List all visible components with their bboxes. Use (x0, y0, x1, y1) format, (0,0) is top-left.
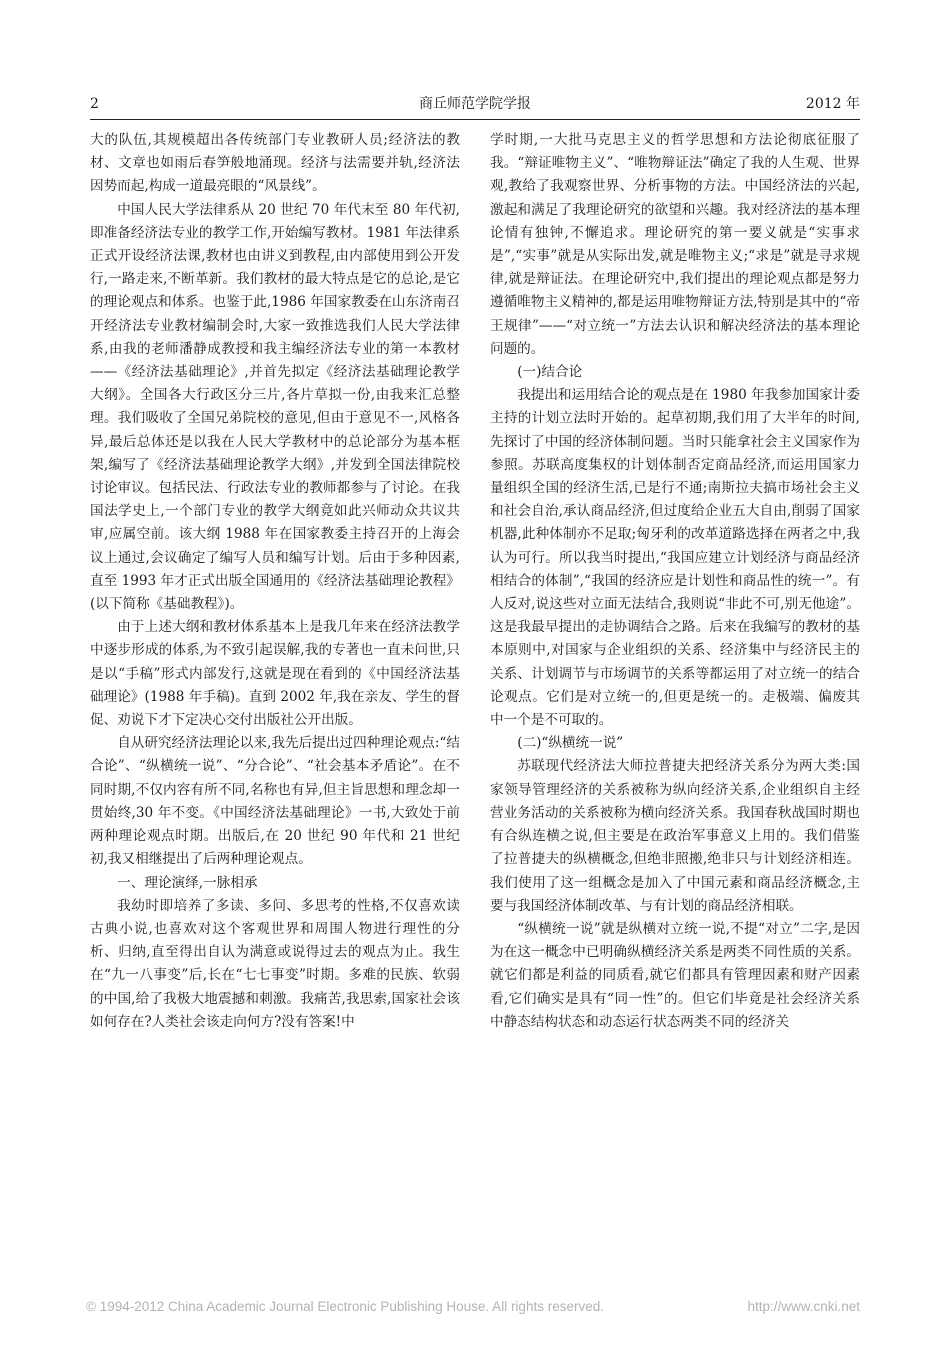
paragraph: 大的队伍,其规模超出各传统部门专业教研人员;经济法的教材、文章也如雨后春笋般地涌现。经济与法需要并轨,经济法因势而起,构成一道最亮眼的“风景线”。 (90, 132, 460, 195)
paragraph: 我幼时即培养了多读、多问、多思考的性格,不仅喜欢读古典小说,也喜欢对这个客观世界和周围人物进行理性的分析、归纳,直至得出自认为满意或说得过去的观点为止。我生在“九一八事变”后,长在“七七事变”时期。多难的民族、软弱的中国,给了我极大地震撼和刺激。我痛苦,我思索,国家社会该如何存在?人类社会该走向何方?没有答案!中 (90, 897, 460, 1030)
subsection-heading: (一)结合论 (517, 364, 583, 381)
running-header (90, 92, 860, 116)
journal-title: 商丘师范学院学报 (419, 96, 531, 112)
header-rule (90, 119, 860, 120)
footer (86, 1296, 860, 1318)
publication-year: 2012 年 (805, 96, 860, 112)
paragraph: 自从研究经济法理论以来,我先后提出过四种理论观点:“结合论”、“纵横统一说”、“分合论”、“社会基本矛盾论”。在不同时期,不仅内容有所不同,名称也有异,但主旨思想和理念却一贯始终,30 年不变。《中国经济法基础理论》一书,大致处于前两种理论观点时期。出版后,在 20 世纪 90 年代和 21 世纪初,我又相继提出了后两种理论观点。 (90, 735, 460, 868)
paragraph: 我提出和运用结合论的观点是在 1980 年我参加国家计委主持的计划立法时开始的。起草初期,我们用了大半年的时间,先探讨了中国的经济体制问题。当时只能拿社会主义国家作为参照。苏联高度集权的计划体制否定商品经济,而运用国家力量组织全国的经济生活,已是行不通;南斯拉夫搞市场社会主义和社会自治,承认商品经济,但过度给企业五大自由,削弱了国家机器,此种体制亦不足取;匈牙利的改革道路选择在两者之中,我认为可行。所以我当时提出,“我国应建立计划经济与商品经济相结合的体制”,“我国的经济应是计划性和商品性的统一”。有人反对,说这些对立面无法结合,我则说“非此不可,别无他途”。这是我最早提出的走协调结合之路。后来在我编写的教材的基本原则中,对国家与企业组织的关系、经济集中与经济民主的关系、计划调节与市场调节的关系等都运用了对立统一的结合论观点。它们是对立统一的,但更是统一的。走极端、偏废其中一个是不可取的。 (490, 387, 860, 729)
copyright-notice: © 1994-2012 China Academic Journal Electronic Publishing House. All rights reserved. (86, 1299, 604, 1314)
paragraph: “纵横统一说”就是纵横对立统一说,不提“对立”二字,是因为在这一概念中已明确纵横经济关系是两类不同性质的关系。就它们都是利益的同质看,就它们都具有管理因素和财产因素看,它们确实是具有“同一性”的。但它们毕竟是社会经济关系中静态结构状态和动态运行状态两类不同的经济关 (490, 920, 860, 1030)
section-heading: 一、理论演绎,一脉相承 (117, 874, 258, 891)
subsection-heading: (二)“纵横统一说” (517, 735, 624, 752)
footer-link[interactable]: http://www.cnki.net (747, 1299, 860, 1314)
paragraph: 苏联现代经济法大师拉普捷夫把经济关系分为两大类:国家领导管理经济的关系被称为纵向经济关系,企业组织自主经营业务活动的关系被称为横向经济关系。我国春秋战国时期也有合纵连横之说,但主要是在政治军事意义上用的。我们借鉴了拉普捷夫的纵横概念,但绝非照搬,绝非只与计划经济相连。我们使用了这一组概念是加入了中国元素和商品经济概念,主要与我国经济体制改革、与有计划的商品经济相联。 (490, 758, 860, 914)
paragraph: 由于上述大纲和教材体系基本上是我几年来在经济法教学中逐步形成的体系,为不致引起误解,我的专著也一直未问世,只是以“手稿”形式内部发行,这就是现在看到的《中国经济法基础理论》(1988 年手稿)。直到 2002 年,我在亲友、学生的督促、劝说下才下定决心交付出版社公开出版。 (90, 619, 460, 729)
page-number: 2 (90, 96, 99, 112)
paragraph: 中国人民大学法律系从 20 世纪 70 年代末至 80 年代初,即准备经济法专业的教学工作,开始编写教材。1981 年法律系正式开设经济法课,教材也由讲义到教程,由内部使用到公开发行,一路走来,不断革新。我们教材的最大特点是它的总论,是它的理论观点和体系。也鉴于此,1986 年国家教委在山东济南召开经济法专业教材编制会时,大家一致推选我们人民大学法律系,由我的老师潘静成教授和我主编经济法专业的第一本教材——《经济法基础理论》,并首先拟定《经济法基础理论教学大纲》。全国各大行政区分三片,各片草拟一份,由我来汇总整理。我们吸收了全国兄弟院校的意见,但由于意见不一,风格各异,最后总体还是以我在人民大学教材中的总论部分为基本框架,编写了《经济法基础理论教学大纲》,并发到全国法律院校讨论审议。包括民法、行政法专业的教师都参与了讨论。在我国法学史上,一个部门专业的教学大纲竟如此兴师动众共议共审,应属空前。该大纲 1988 年在国家教委主持召开的上海会议上通过,会议确定了编写人员和编写计划。后由于多种因素,直至 1993 年才正式出版全国通用的《经济法基础理论教程》(以下简称《基础教程》)。 (90, 201, 460, 613)
paragraph: 学时期,一大批马克思主义的哲学思想和方法论彻底征服了我。“辩证唯物主义”、“唯物辩证法”确定了我的人生观、世界观,教给了我观察世界、分析事物的方法。中国经济法的兴起,激起和满足了我理论研究的欲望和兴趣。我对经济法的基本理论情有独钟,不懈追求。理论研究的第一要义就是“实事求是”,“实事”就是从实际出发,就是唯物主义;“求是”就是寻求规律,就是辩证法。在理论研究中,我们提出的理论观点都是努力遵循唯物主义精神的,都是运用唯物辩证方法,特别是其中的“帝王规律”——“对立统一”方法去认识和解决经济法的基本理论问题的。 (490, 132, 860, 357)
right-column (490, 129, 860, 1034)
left-column (90, 129, 460, 1034)
